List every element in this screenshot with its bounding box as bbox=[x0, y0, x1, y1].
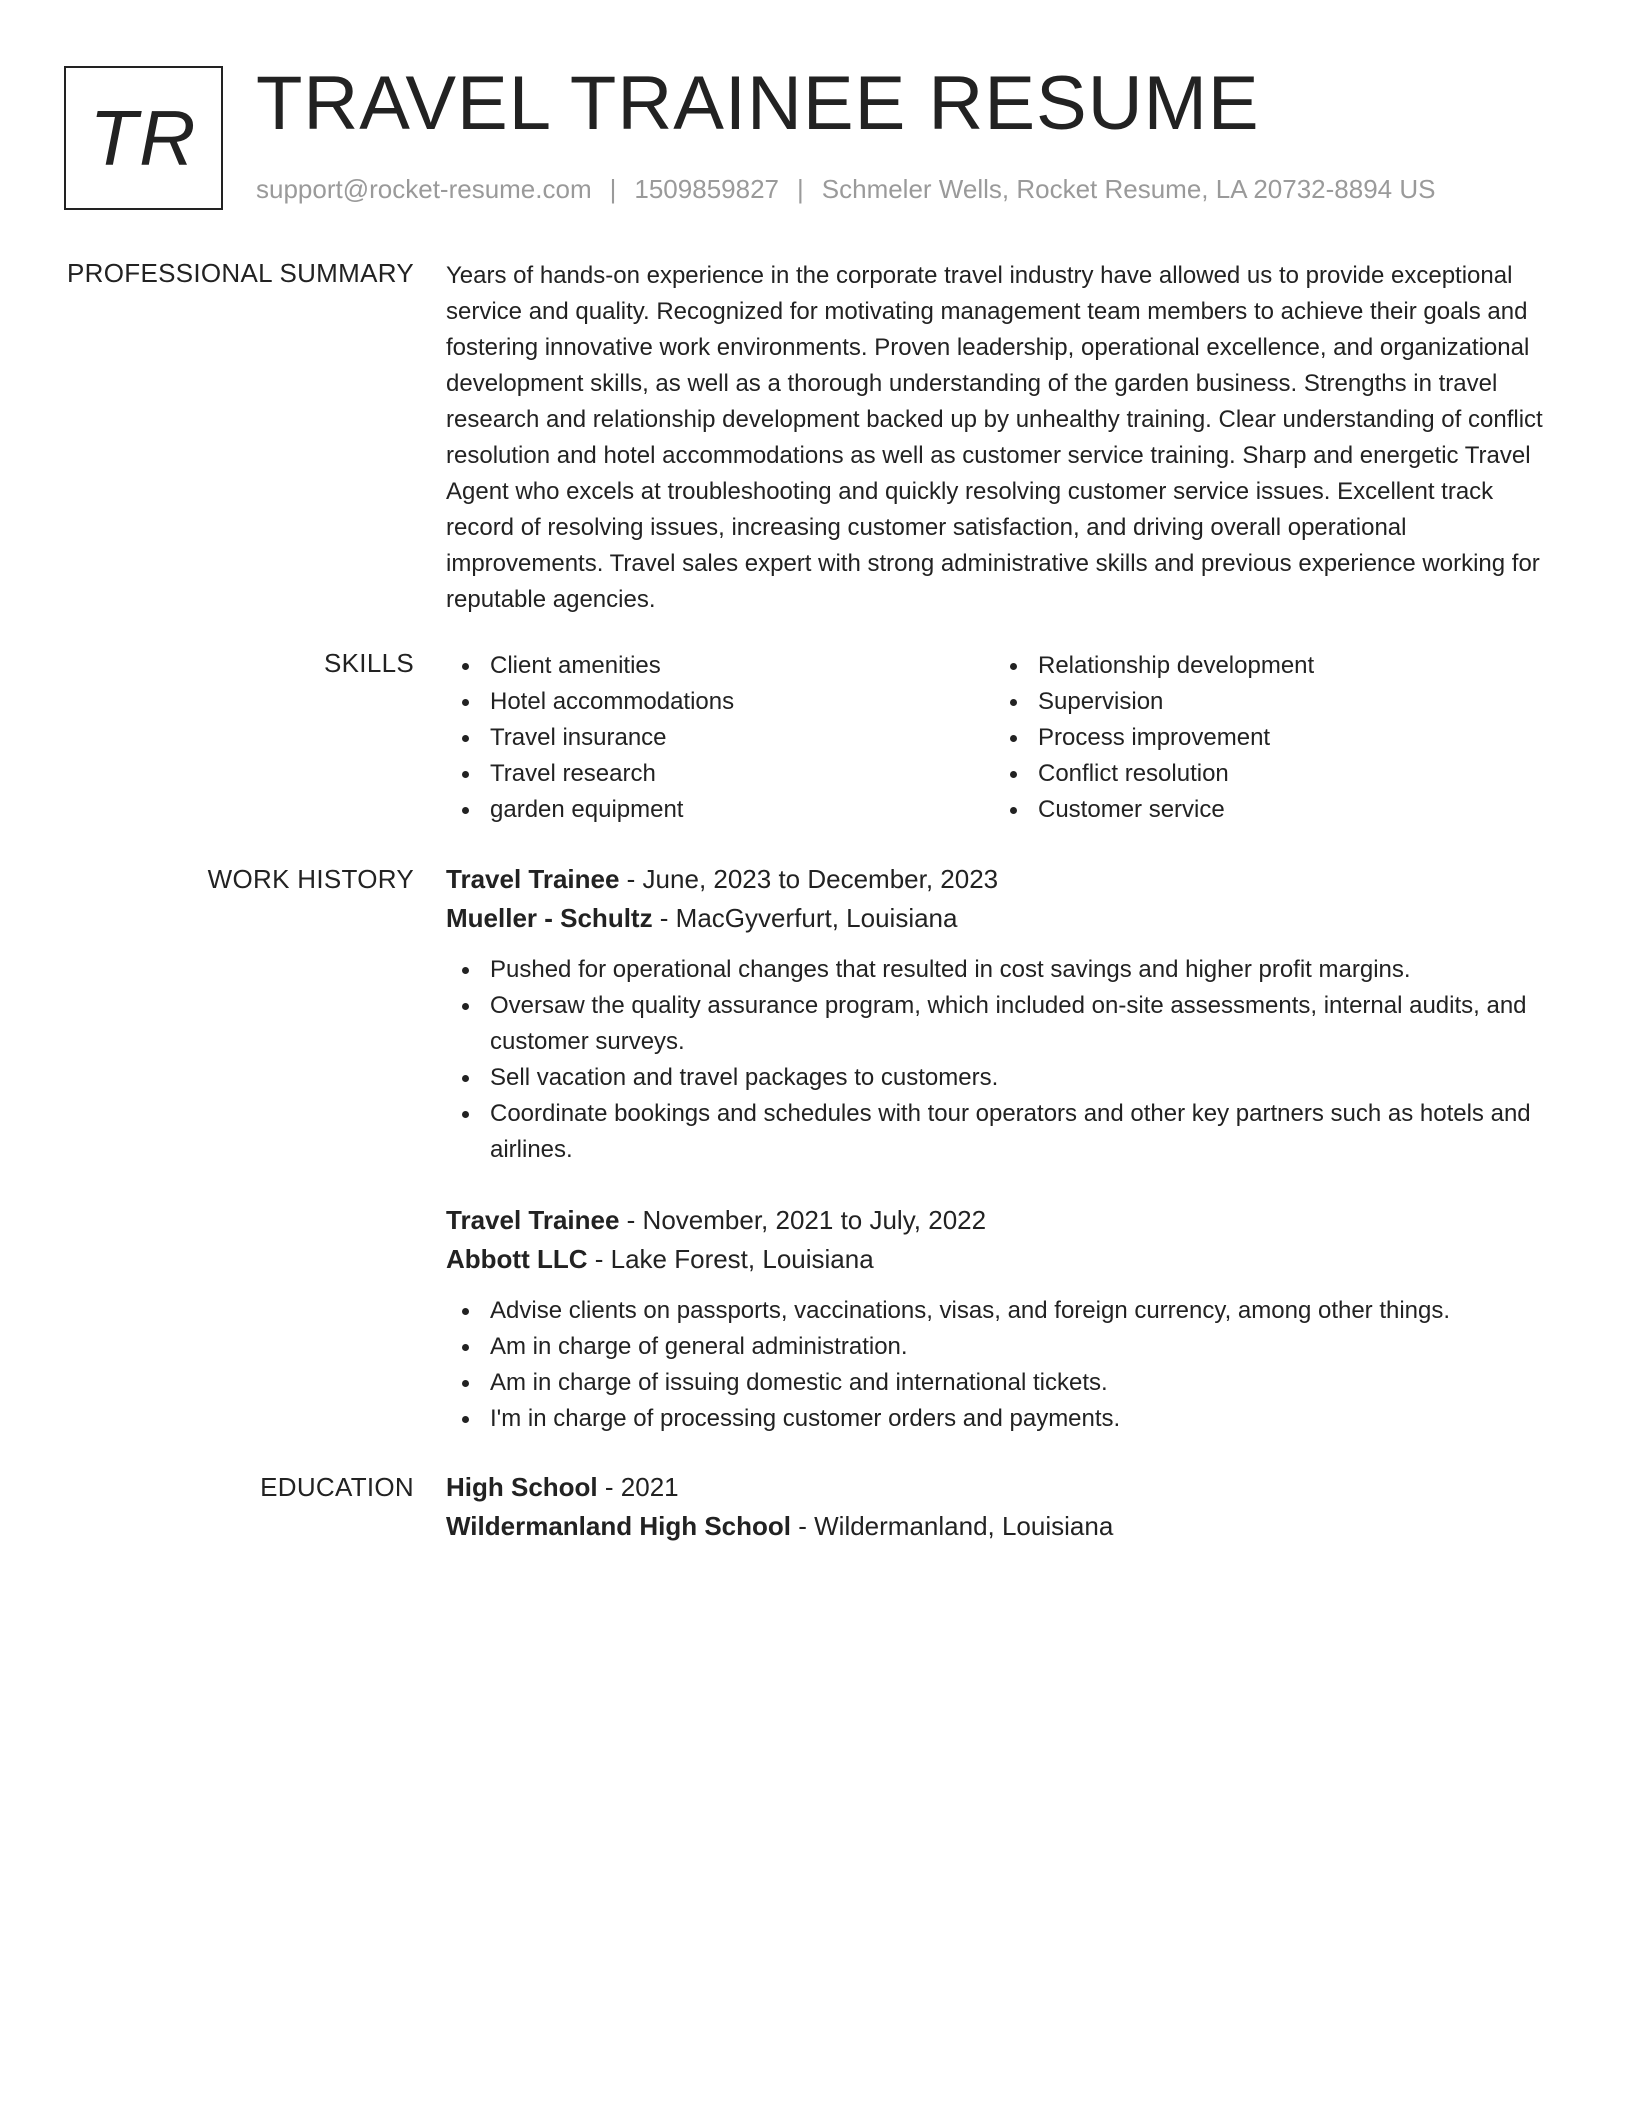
contact-email: support@rocket-resume.com bbox=[256, 174, 592, 204]
job-location: - MacGyverfurt, Louisiana bbox=[652, 903, 958, 933]
job-title-line bbox=[446, 1201, 1561, 1240]
resume-title: TRAVEL TRAINEE RESUME bbox=[256, 61, 1260, 146]
job-entry bbox=[446, 1201, 1561, 1437]
summary-text: Years of hands-on experience in the corporate travel industry have allowed us to provide exceptional service and quality. Recognized for motivating management team members to achieve their goals and fostering innovative work environments. Proven leadership, operational excellence, and organizational development skills, as well as a thorough understanding of the garden business. Strengths in travel research and relationship development backed up by unhealthy training. Clear understanding of conflict resolution and hotel accommodations as well as customer service training. Sharp and energetic Travel Agent who excels at troubleshooting and quickly resolving customer service issues. Excellent track record of resolving issues, increasing customer satisfaction, and driving overall operational improvements. Travel sales expert with strong administrative skills and previous experience working for reputable agencies. bbox=[446, 262, 1543, 613]
job-bullet: Sell vacation and travel packages to customers. bbox=[446, 1060, 1561, 1096]
contact-separator: | bbox=[797, 174, 804, 204]
contact-phone: 1509859827 bbox=[634, 174, 779, 204]
contact-address: Schmeler Wells, Rocket Resume, LA 20732-8894 US bbox=[821, 174, 1436, 204]
skill-item: garden equipment bbox=[446, 792, 994, 828]
job-bullets bbox=[446, 952, 1561, 1168]
section-heading: SKILLS bbox=[324, 648, 414, 678]
job-company-line bbox=[446, 1240, 1561, 1279]
education-location: - Wildermanland, Louisiana bbox=[791, 1511, 1114, 1541]
skill-item: Travel insurance bbox=[446, 720, 994, 756]
job-entry bbox=[446, 860, 1561, 1168]
job-title: Travel Trainee bbox=[446, 864, 620, 894]
job-bullet: Advise clients on passports, vaccinations, visas, and foreign currency, among other things. bbox=[446, 1293, 1561, 1329]
education-degree: High School bbox=[446, 1472, 598, 1502]
skill-item: Hotel accommodations bbox=[446, 684, 994, 720]
job-bullet: I'm in charge of processing customer orders and payments. bbox=[446, 1401, 1561, 1437]
education-school-line bbox=[446, 1507, 1561, 1546]
job-title: Travel Trainee bbox=[446, 1205, 620, 1235]
skill-item: Relationship development bbox=[994, 648, 1542, 684]
job-bullets bbox=[446, 1293, 1561, 1437]
job-company: Mueller - Schultz bbox=[446, 903, 653, 933]
job-bullet: Coordinate bookings and schedules with tour operators and other key partners such as hotels and airlines. bbox=[446, 1096, 1561, 1168]
job-bullet: Am in charge of issuing domestic and international tickets. bbox=[446, 1365, 1561, 1401]
education-year: - 2021 bbox=[597, 1472, 679, 1502]
section-heading: EDUCATION bbox=[260, 1472, 414, 1502]
job-bullet: Pushed for operational changes that resulted in cost savings and higher profit margins. bbox=[446, 952, 1561, 988]
section-heading: WORK HISTORY bbox=[207, 864, 414, 894]
skill-item: Process improvement bbox=[994, 720, 1542, 756]
skills-list-right bbox=[994, 648, 1542, 828]
education-school: Wildermanland High School bbox=[446, 1511, 792, 1541]
contact-separator: | bbox=[609, 174, 617, 204]
job-bullet: Oversaw the quality assurance program, which included on-site assessments, internal audits, and customer surveys. bbox=[446, 988, 1561, 1060]
monogram-logo: TR bbox=[64, 66, 223, 210]
job-title-line bbox=[446, 860, 1561, 899]
section-heading: PROFESSIONAL SUMMARY bbox=[67, 258, 414, 288]
job-bullet: Am in charge of general administration. bbox=[446, 1329, 1561, 1365]
contact-line bbox=[256, 174, 1435, 205]
job-company: Abbott LLC bbox=[446, 1244, 588, 1274]
skill-item: Supervision bbox=[994, 684, 1542, 720]
job-company-line bbox=[446, 899, 1561, 938]
job-dates: - June, 2023 to December, 2023 bbox=[619, 864, 999, 894]
skills-list-left bbox=[446, 648, 994, 828]
skill-item: Customer service bbox=[994, 792, 1542, 828]
skill-item: Client amenities bbox=[446, 648, 994, 684]
job-dates: - November, 2021 to July, 2022 bbox=[619, 1205, 987, 1235]
resume-header bbox=[64, 61, 1564, 210]
skill-item: Conflict resolution bbox=[994, 756, 1542, 792]
job-location: - Lake Forest, Louisiana bbox=[587, 1244, 874, 1274]
skill-item: Travel research bbox=[446, 756, 994, 792]
education-degree-line bbox=[446, 1468, 1561, 1507]
